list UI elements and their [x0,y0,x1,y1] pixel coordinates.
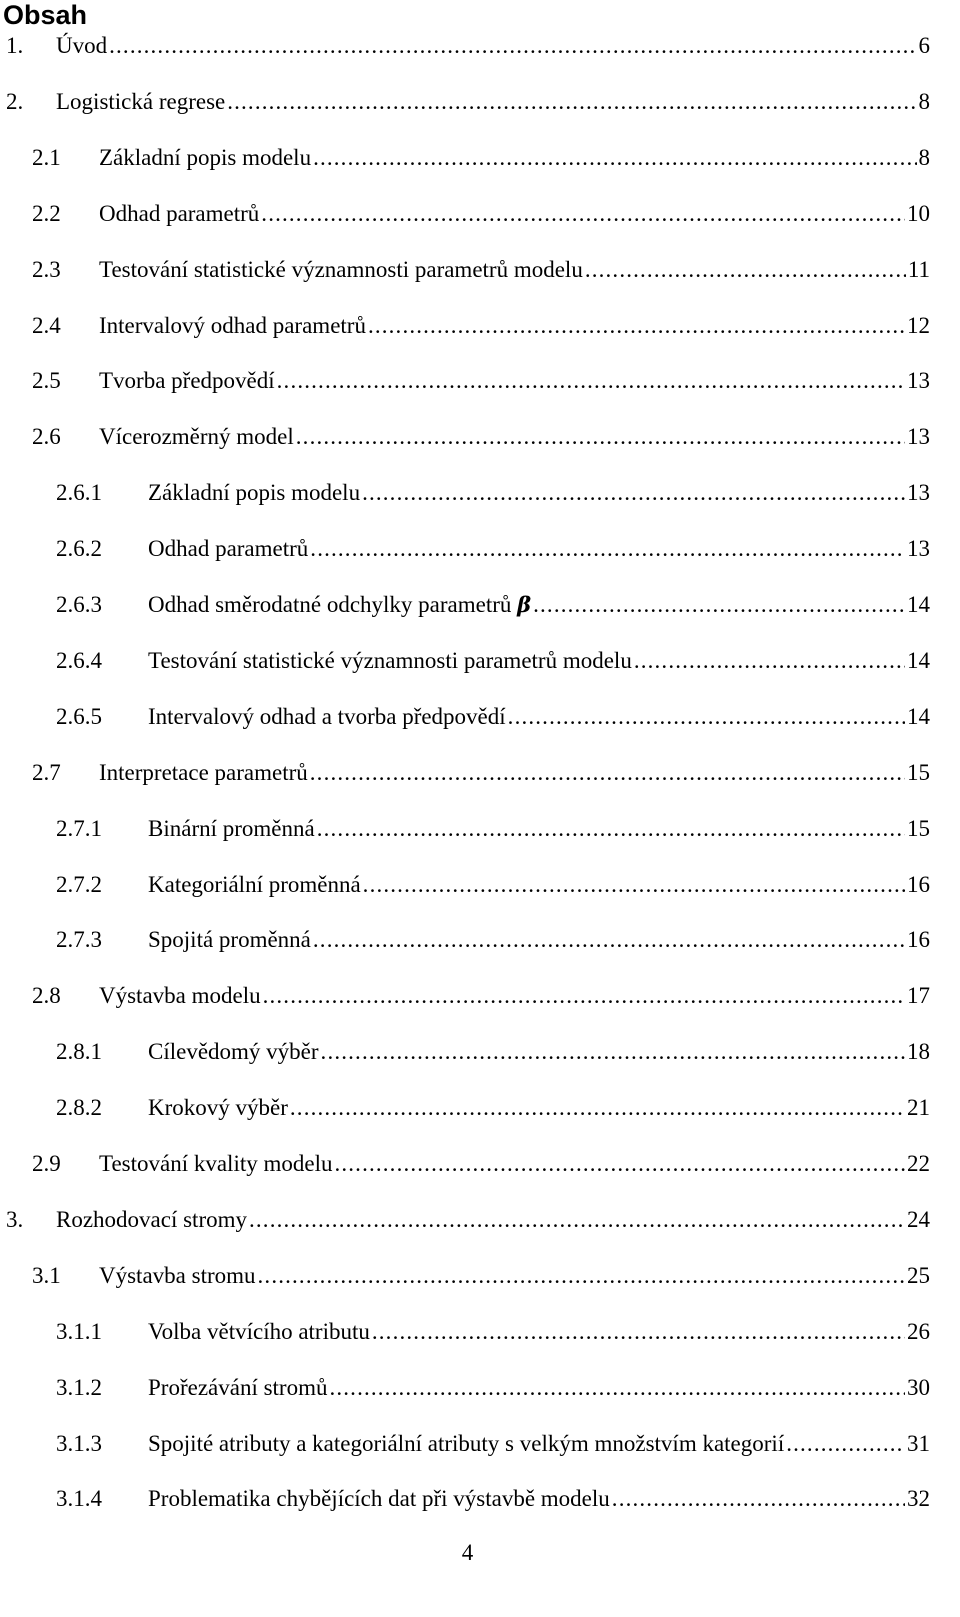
toc-entry-title: Základní popis modelu [148,480,361,506]
toc-entry[interactable] [0,811,930,843]
beta-symbol: β [517,592,532,617]
toc-entry-number: 2.6.4 [56,647,102,673]
toc-entry[interactable] [0,1370,930,1402]
toc-entry-title: Problematika chybějících dat při výstavbě modelu [148,1486,610,1512]
toc-entry-page: 14 [907,592,930,617]
toc-entry-leader [317,815,905,843]
toc-entry[interactable] [0,196,930,228]
toc-entry-number: 2.7.3 [56,927,102,953]
toc-entry-number: 2.6.5 [56,703,102,729]
toc-entry[interactable] [0,84,930,116]
toc-entry[interactable] [0,1090,930,1122]
toc-entry-title: Kategoriální proměnná [148,871,361,897]
toc-entry-page: 12 [907,312,930,338]
toc-entry-number: 3.1.4 [56,1486,102,1512]
toc-entry-page: 13 [907,424,930,450]
toc-entry-title: Výstavba modelu [99,983,261,1009]
toc-entry-page: 24 [907,1206,930,1232]
toc-entry-page: 22 [907,1151,930,1176]
toc-entry-title: Odhad parametrů [148,536,309,562]
toc-entry-title: Interpretace parametrů [99,759,308,785]
toc-entry[interactable] [0,867,930,899]
toc-entry-leader [258,1262,905,1290]
toc-entry-leader [508,703,905,731]
toc-entry-title: Testování kvality modelu [99,1151,333,1176]
toc-entry[interactable] [0,978,930,1010]
toc-entry[interactable] [0,1426,930,1458]
toc-entry[interactable] [0,308,930,340]
toc-entry-page: 32 [907,1486,930,1512]
toc-entry-number: 3.1.3 [56,1430,102,1456]
toc-entry-page: 30 [907,1374,930,1400]
toc-entry-page: 8 [918,144,930,170]
toc-entry-number: 2.8.1 [56,1039,102,1065]
toc-entry-title: Základní popis modelu [99,144,312,170]
toc-entry-title: Prořezávání stromů [148,1374,328,1400]
toc-entry-page: 6 [918,33,930,58]
toc-entry-page: 25 [907,1262,930,1288]
toc-entry-leader [363,871,905,899]
toc-entry-page: 13 [907,536,930,562]
toc-entry[interactable] [0,587,930,619]
toc-entry-leader [612,1485,905,1513]
toc-entry-leader [313,144,916,172]
toc-entry[interactable] [0,1146,930,1178]
toc-entry-leader [277,367,905,395]
toc-entry-title: Krokový výběr [148,1095,288,1121]
toc-entry-page: 16 [907,927,930,953]
toc-entry-title: Odhad parametrů [99,200,260,226]
toc-entry-page: 14 [907,647,930,673]
toc-entry-number: 2.5 [32,368,61,394]
toc-entry-leader [290,1094,905,1122]
toc-entry-leader [313,926,905,954]
toc-entry-number: 2.7.2 [56,871,102,897]
toc-entry-leader [321,1038,905,1066]
toc-entry-leader [372,1318,905,1346]
toc-entry-page: 10 [907,200,930,226]
toc-entry[interactable] [0,922,930,954]
toc-entry-number: 2.2 [32,200,61,226]
toc-entry-page: 17 [907,983,930,1009]
toc-entry-leader [786,1430,905,1458]
toc-entry-number: 2. [6,88,24,114]
toc-entry[interactable] [0,419,930,451]
toc-entry-number: 3.1 [32,1262,61,1288]
toc-entry-page: 15 [907,759,930,785]
toc-entry-number: 3.1.2 [56,1374,102,1400]
toc-entry-number: 2.8 [32,983,61,1009]
toc-entry[interactable] [0,699,930,731]
toc-entry-page: 16 [907,871,930,897]
toc-entry-number: 2.6 [32,424,61,450]
toc-entry-page: 15 [907,815,930,841]
toc-entry[interactable] [0,643,930,675]
toc-entry-title: Testování statistické významnosti parametrů modelu [148,647,632,673]
toc-entry-page: 18 [907,1039,930,1065]
toc-entry[interactable] [0,28,930,60]
toc-entry-leader [310,759,905,787]
page-number: 4 [461,1540,474,1565]
toc-entry-number: 2.3 [32,256,61,282]
toc-entry-title: Tvorba předpovědí [99,368,275,394]
toc-entry-title: Logistická regrese [56,88,226,114]
toc-entry-number: 2.4 [32,312,61,338]
toc-entry[interactable] [0,252,930,284]
toc-entry-title: Rozhodovací stromy [56,1206,247,1232]
toc-entry-number: 3.1.1 [56,1318,102,1344]
toc-entry-page: 11 [907,256,930,282]
toc-entry-page: 14 [907,703,930,729]
toc-entry-number: 2.8.2 [56,1095,102,1121]
toc-entry-number: 2.1 [32,144,61,170]
toc-entry[interactable] [0,363,930,395]
toc-entry-title: Odhad směrodatné odchylky parametrů β [148,592,532,617]
toc-entry-title: Cílevědomý výběr [148,1039,319,1065]
toc-entry-number: 2.7 [32,759,61,785]
toc-entry-page: 31 [907,1430,930,1456]
toc-entry-number: 2.6.1 [56,480,102,506]
toc-entry-page: 8 [918,88,930,114]
toc-entry-number: 2.6.2 [56,536,102,562]
toc-entry-number: 2.6.3 [56,592,102,617]
toc-entry[interactable] [0,531,930,563]
toc-entry-leader [368,312,905,340]
toc-entry[interactable] [0,1034,930,1066]
toc-entry-page: 13 [907,480,930,506]
toc-entry-leader [533,591,905,619]
toc-entry-number: 3. [6,1206,24,1232]
toc-entry-leader [585,256,906,284]
toc-entry[interactable] [0,1481,930,1513]
toc-entry[interactable] [0,475,930,507]
toc-entry-leader [329,1374,905,1402]
toc-entry[interactable] [0,140,930,172]
toc-entry-leader [362,479,905,507]
toc-entry-title: Vícerozměrný model [99,424,294,450]
toc-entry-leader [261,200,905,228]
toc-entry[interactable] [0,1258,930,1290]
toc-entry-leader [109,32,916,60]
toc-entry-leader [310,535,905,563]
toc-entry-title: Testování statistické významnosti parametrů modelu [99,256,583,282]
toc-entry-number: 2.9 [32,1151,61,1176]
toc-entry-page: 13 [907,368,930,394]
toc-entry-leader [334,1150,905,1178]
toc-heading: Obsah [3,0,88,30]
toc-entry-number: 2.7.1 [56,815,102,841]
toc-entry-page: 26 [907,1318,930,1344]
toc-entry-title: Spojité atributy a kategoriální atributy s velkým množstvím kategorií [148,1430,785,1456]
toc-entry-title: Intervalový odhad a tvorba předpovědí [148,703,506,729]
toc-entry-leader [249,1206,905,1234]
toc-entry-page: 21 [907,1095,930,1121]
toc-entry-title: Volba větvícího atributu [148,1318,370,1344]
toc-entry[interactable] [0,1314,930,1346]
toc-entry-title: Spojitá proměnná [148,927,311,953]
toc-entry-title: Binární proměnná [148,815,315,841]
toc-entry-leader [263,982,905,1010]
toc-entry[interactable] [0,1202,930,1234]
toc-entry-title: Výstavba stromu [99,1262,256,1288]
toc-entry-leader [634,647,905,675]
toc-entry-title: Úvod [56,33,108,58]
toc-entry-number: 1. [6,33,24,58]
toc-entry-leader [296,423,905,451]
toc-entry-title: Intervalový odhad parametrů [99,312,366,338]
toc-entry-leader [227,88,916,116]
toc-entry[interactable] [0,755,930,787]
